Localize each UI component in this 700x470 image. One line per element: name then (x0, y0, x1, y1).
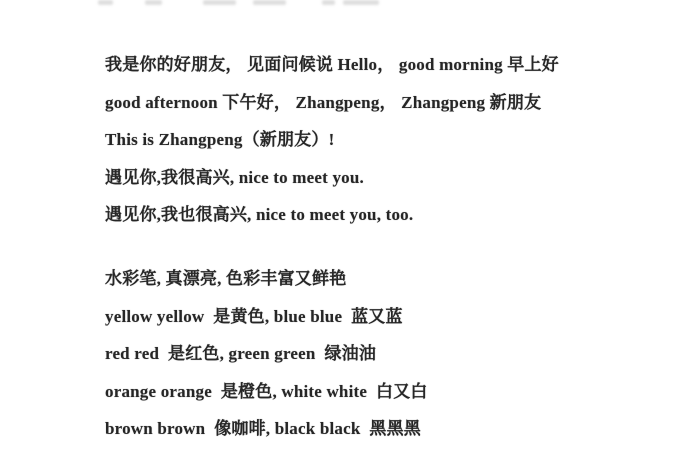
poem-line: good afternoon 下午好， Zhangpeng， Zhangpeng 新朋友 (105, 92, 542, 112)
cropped-text-fragment (145, 0, 162, 5)
cropped-text-fragment (203, 0, 236, 5)
cropped-text-fragment (98, 0, 113, 5)
poem-line: This is Zhangpeng（新朋友）! (105, 130, 335, 149)
poem-line: yellow yellow 是黄色, blue blue 蓝又蓝 (105, 306, 403, 326)
poem-line: red red 是红色, green green 绿油油 (105, 344, 377, 363)
poem-line: orange orange 是橙色, white white 白又白 (105, 381, 428, 401)
stanza-greeting-chant (105, 46, 559, 234)
cropped-text-fragment (343, 0, 379, 5)
poem-line: brown brown 像咖啡, black black 黑黑黑 (105, 419, 422, 438)
stanza-colors-chant (105, 260, 428, 448)
poem-line: 水彩笔, 真漂亮, 色彩丰富又鲜艳 (105, 269, 347, 288)
cropped-text-fragment (322, 0, 335, 5)
poem-line: 我是你的好朋友， 见面问候说 Hello， good morning 早上好 (105, 55, 559, 74)
cropped-text-remnant (0, 0, 700, 8)
cropped-text-fragment (253, 0, 286, 5)
poem-line: 遇见你,我也很高兴, nice to meet you, too. (105, 205, 414, 224)
poem-line: 遇见你,我很高兴, nice to meet you. (105, 167, 364, 187)
